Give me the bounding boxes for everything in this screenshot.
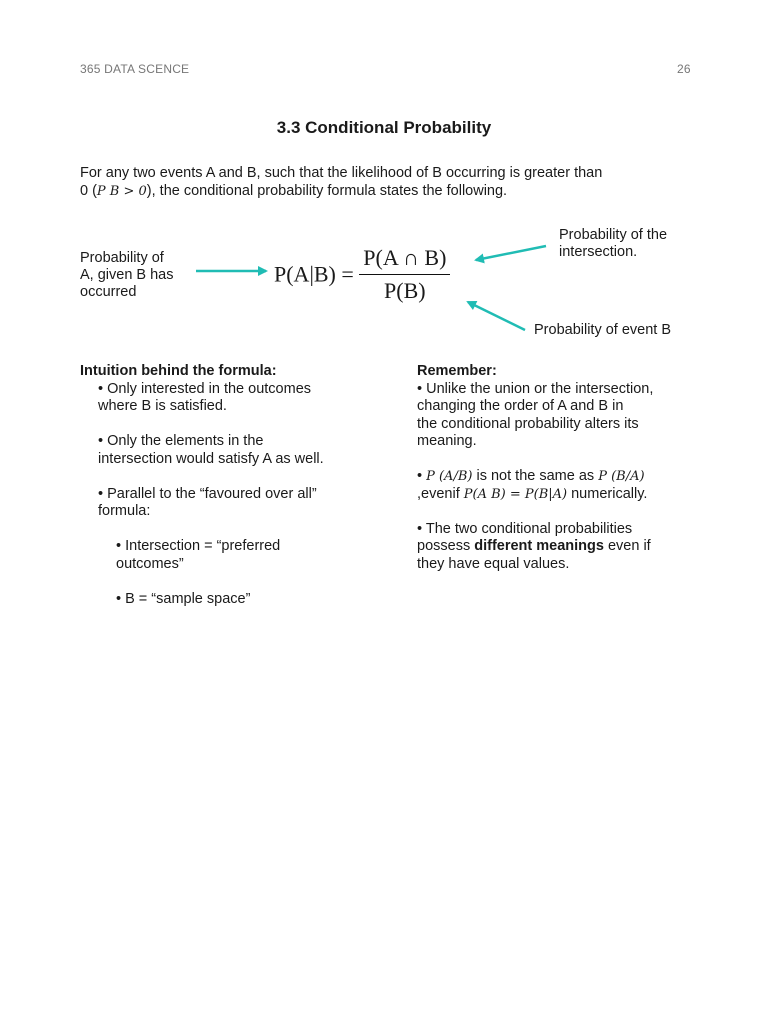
formula-numerator: P(A ∩ B) xyxy=(359,245,450,275)
label-line: Probability of xyxy=(80,250,164,266)
intuition-sub-bullet-cont: outcomes” xyxy=(116,555,184,572)
intuition-bullet-cont: formula: xyxy=(98,503,151,519)
label-line: A, given B has xyxy=(80,267,174,283)
remember-bullet-cont: they have equal values. xyxy=(417,555,570,572)
arrow-to-denominator xyxy=(468,302,525,330)
label-line: Probability of the xyxy=(559,227,668,243)
intuition-sub-bullet: • Intersection = “preferred xyxy=(116,538,281,554)
intro-line-1: For any two events A and B, such that the likelihood of B occurring is greater than xyxy=(80,165,603,181)
label-line: intersection. xyxy=(559,244,638,260)
intuition-column xyxy=(80,363,380,608)
label-line: occurred xyxy=(80,284,137,300)
remember-heading: Remember: xyxy=(417,363,497,379)
label-probability-b: Probability of event B xyxy=(534,322,672,338)
page-number: 26 xyxy=(677,62,691,76)
intuition-bullet: • Only the elements in the xyxy=(98,433,264,449)
remember-bullet: • P (A/B) is not the same as P (B/A) xyxy=(417,468,645,484)
remember-bullet-cont: meaning. xyxy=(417,433,477,449)
remember-bullet-cont: ,evenif P(A B) = P(B|A) numerically. xyxy=(417,485,648,502)
intuition-bullet-cont: intersection would satisfy A as well. xyxy=(98,450,324,467)
intuition-bullet-cont: where B is satisfied. xyxy=(98,398,227,414)
section-title: 3.3 Conditional Probability xyxy=(276,118,492,137)
remember-bullet-cont: possess different meanings even if xyxy=(417,538,651,554)
intuition-bullet: • Parallel to the “favoured over all” xyxy=(98,485,317,502)
intro-zero: 0 ( xyxy=(80,183,97,199)
arrow-to-numerator xyxy=(476,246,546,260)
formula-lhs: P(A|B) = xyxy=(274,261,354,287)
formula-denominator: P(B) xyxy=(384,278,426,303)
remember-bullet: • Unlike the union or the intersection, xyxy=(417,380,654,397)
intuition-sub-bullet: • B = “sample space” xyxy=(116,590,251,607)
remember-bullet: • The two conditional probabilities xyxy=(417,520,633,537)
intro-line-2-rest: ), the conditional probability formula states the following. xyxy=(146,183,508,199)
intuition-bullet: • Only interested in the outcomes xyxy=(98,380,312,397)
intro-condition-math: P B > 0 xyxy=(96,184,147,199)
remember-column xyxy=(417,363,717,573)
remember-bullet-cont: changing the order of A and B in xyxy=(417,398,624,414)
header-title: 365 DATA SCENCE xyxy=(80,62,190,76)
remember-bullet-cont: the conditional probability alters its xyxy=(417,415,639,432)
intuition-heading: Intuition behind the formula: xyxy=(80,363,277,379)
